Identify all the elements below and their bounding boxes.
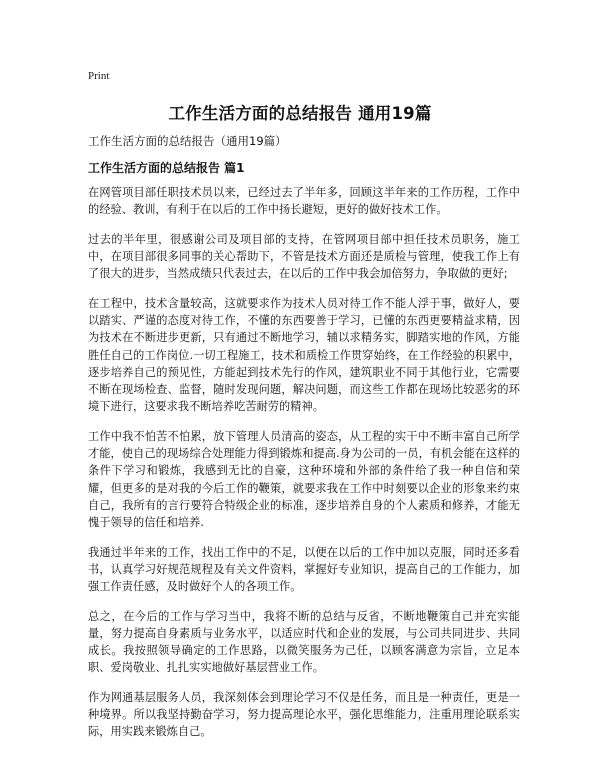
paragraph-3: 在工程中，技术含量较高，这就要求作为技术人员对待工作不能人浮于事，做好人，要以踏实、严谨的态度对待工作，不懂的东西要善于学习，已懂的东西更要精益求精，因为技术在不断进步更新，只有通过不断地学习，辅以求精务实，脚踏实地的作风，方能胜任自己的工作岗位.一切工程施工，技术和质检工作贯穿始终，在工作经验的积累中，逐步培养自己的预见性，方能起到技术先行的作风，建筑职业不同于其他行业，它需要不断在现场检查、监督，随时发现问题，解决问题，而这些工作都在现场比较恶劣的环境下进行，这要求我不断培养吃苦耐劳的精神。 — [88, 297, 520, 414]
paragraph-5: 我通过半年来的工作，找出工作中的不足，以便在以后的工作中加以克服，同时还多看书，认真学习好规范规程及有关文件资料，掌握好专业知识，提高自己的工作能力，加强工作责任感，及时做好个人的各项工作。 — [88, 545, 520, 594]
print-link[interactable]: Print — [88, 70, 110, 82]
paragraph-7: 作为网通基层服务人员，我深刻体会到理论学习不仅是任务，而且是一种责任，更是一种境界。所以我坚持勤奋学习，努力提高理论水平，强化思维能力，注重用理论联系实际，用实践来锻炼自己。 — [88, 691, 520, 739]
paragraph-1: 在网管项目部任职技术员以来，已经过去了半年多，回顾这半年来的工作历程，工作中的经验、教训，有利于在以后的工作中扬长避短，更好的做好技术工作。 — [88, 186, 520, 217]
article-body — [88, 184, 520, 753]
paragraph-6: 总之，在今后的工作与学习当中，我将不断的总结与反省，不断地鞭策自己并充实能量，努力提高自身素质与业务水平，以适应时代和企业的发展，与公司共同进步、共同成长。我按照领导确定的工作思路，以微笑服务为己任，以顾客满意为宗旨，立足本职、爱岗敬业、扎扎实实地做好基层营业工作。 — [88, 609, 520, 675]
paragraph-4: 工作中我不怕苦不怕累，放下管理人员清高的姿态，从工程的实干中不断丰富自己所学才能，使自己的现场综合处理能力得到锻炼和提高.身为公司的一员，有机会能在这样的条件下学习和锻炼，我感到无比的自豪，这种环境和外部的条件给了我一种自信和荣耀，但更多的是对我的今后工作的鞭策，就要求我在工作中时刻要以企业的形象来约束自己，我所有的言行要符合特级企业的标准，逐步培养自身的个人素质和修养，才能无愧于领导的信任和培养. — [88, 429, 520, 529]
paragraph-2: 过去的半年里，很感谢公司及项目部的支持，在管网项目部中担任技术员职务，施工中，在项目部很多同事的关心帮助下，不管是技术方面还是质检与管理，使我工作上有了很大的进步，当然成绩只代表过去，在以后的工作中我会加倍努力，争取做的更好; — [88, 232, 520, 281]
section-heading: 工作生活方面的总结报告 篇1 — [88, 161, 245, 175]
document-subtitle: 工作生活方面的总结报告（通用19篇） — [88, 134, 287, 148]
page-title: 工作生活方面的总结报告 通用19篇 — [168, 104, 432, 123]
